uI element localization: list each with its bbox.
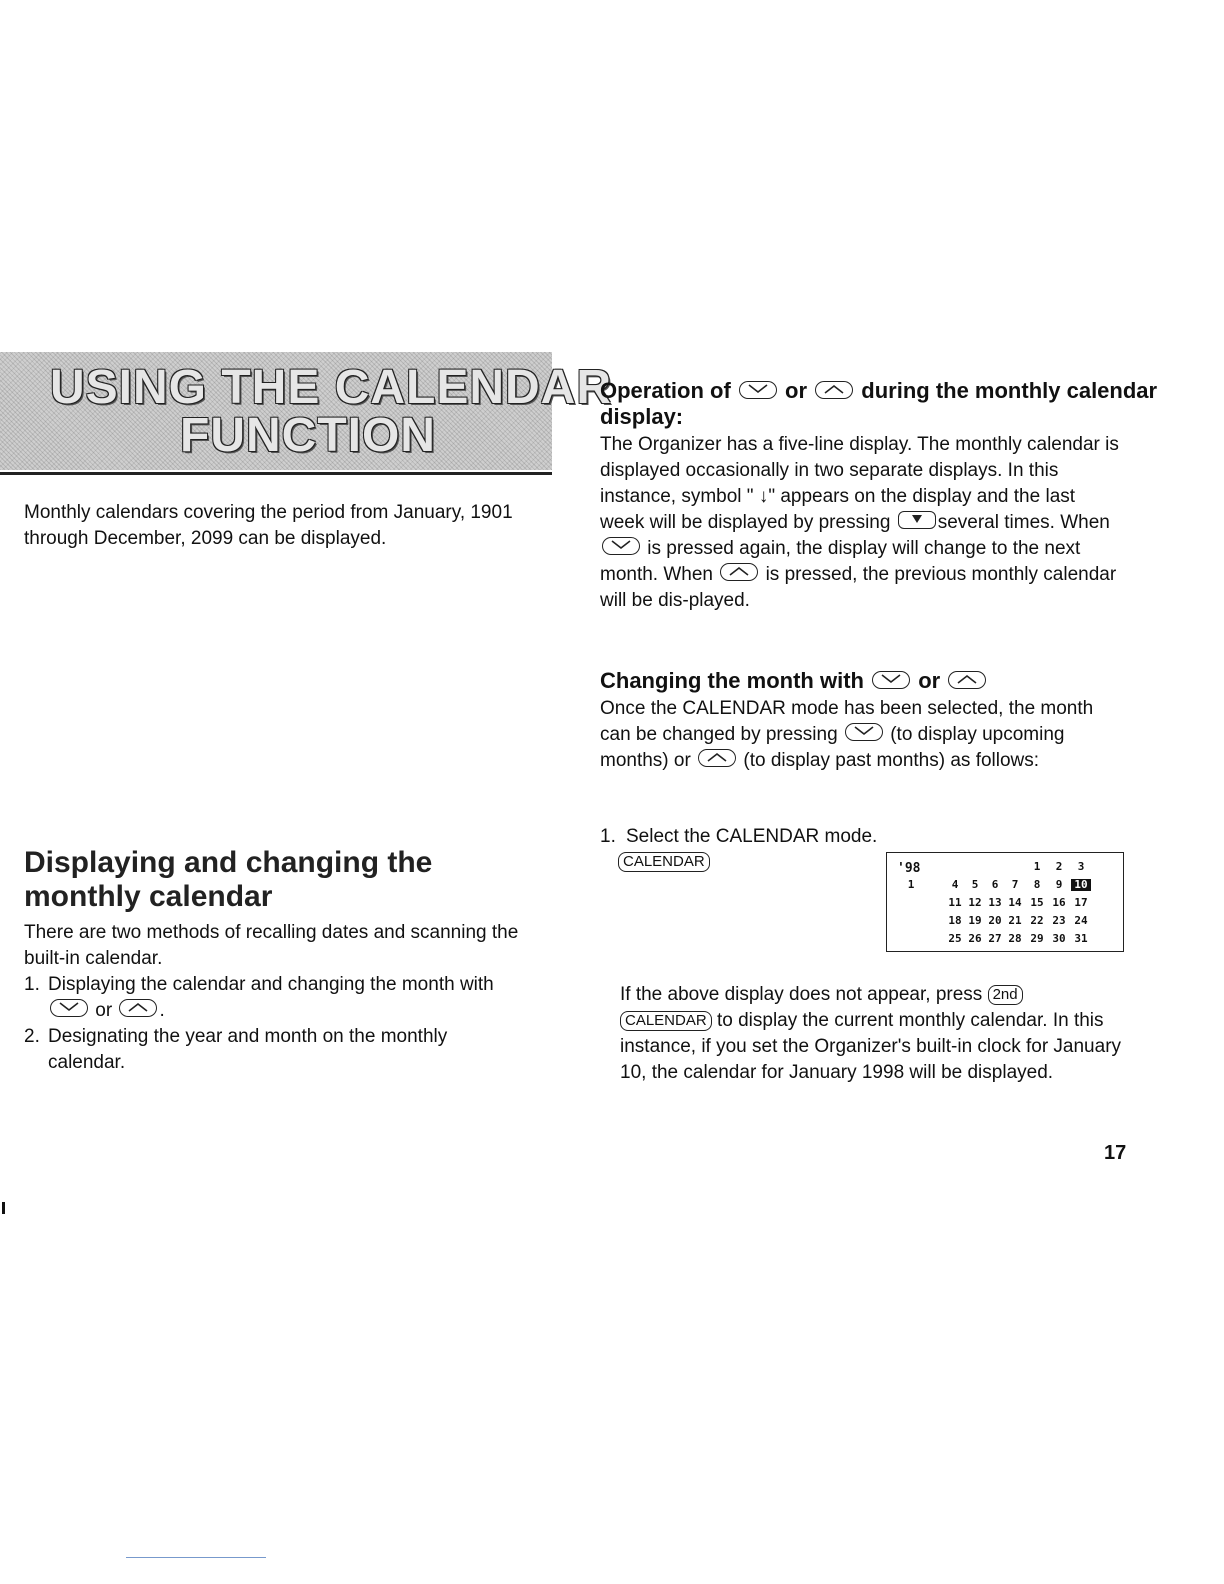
calendar-key: CALENDAR bbox=[618, 852, 710, 872]
calendar-day: 19 bbox=[968, 914, 982, 927]
down-arrow-key-icon bbox=[602, 537, 640, 555]
calendar-day: 24 bbox=[1074, 914, 1088, 927]
calendar-key: CALENDAR bbox=[620, 1011, 712, 1031]
operation-heading bbox=[600, 378, 1160, 430]
calendar-day: 30 bbox=[1052, 932, 1066, 945]
changing-text-3: (to display past months) as follows: bbox=[743, 750, 1040, 771]
changing-heading bbox=[600, 668, 1160, 694]
operation-text-5: is pressed, the previous monthly calendar will be dis-played. bbox=[600, 564, 1117, 611]
section-heading-line2: monthly calendar bbox=[24, 880, 273, 913]
calendar-day: 5 bbox=[971, 878, 979, 891]
note-text-1: If the above display does not appear, press bbox=[620, 984, 983, 1005]
note-text-2: to display the current monthly calendar. In this instance, if you set the Organizer's built-in clock for January 10, the calendar for January 1998 will be displayed. bbox=[620, 1010, 1122, 1083]
down-triangle-key-icon bbox=[898, 511, 936, 529]
changing-text-1: Once the CALENDAR mode has been selected, the month can be changed by pressing bbox=[600, 698, 1094, 745]
changing-paragraph bbox=[600, 696, 1124, 774]
step-1-number: 1. bbox=[600, 826, 616, 847]
calendar-day: 26 bbox=[968, 932, 982, 945]
calendar-day: 12 bbox=[968, 896, 982, 909]
chapter-banner bbox=[0, 352, 613, 470]
calendar-day: 2 bbox=[1055, 860, 1063, 873]
week-marker: 1 bbox=[907, 878, 915, 891]
operation-text-3: several times. When bbox=[937, 512, 1110, 533]
step-1-text: Select the CALENDAR mode. bbox=[626, 826, 878, 847]
chapter-title-line2: FUNCTION bbox=[180, 409, 436, 462]
down-arrow-key-icon bbox=[739, 381, 777, 399]
operation-paragraph bbox=[600, 432, 1120, 614]
calendar-day: 6 bbox=[991, 878, 999, 891]
calendar-day: 18 bbox=[948, 914, 962, 927]
intro-paragraph: Monthly calendars covering the period from January, 1901 through December, 2099 can be displayed. bbox=[24, 502, 513, 549]
calendar-day: 9 bbox=[1055, 878, 1063, 891]
down-arrow-key-icon bbox=[845, 723, 883, 741]
list-item-2-text: Designating the year and month on the monthly calendar. bbox=[48, 1026, 448, 1073]
operation-text-4: is pressed again, the display will change to the next month. When bbox=[600, 538, 1081, 585]
calendar-day: 7 bbox=[1011, 878, 1019, 891]
up-arrow-key-icon bbox=[815, 381, 853, 399]
calendar-day: 22 bbox=[1030, 914, 1044, 927]
section-paragraph: There are two methods of recalling dates and scanning the built-in calendar. bbox=[24, 922, 519, 969]
changing-heading-or: or bbox=[918, 668, 941, 693]
calendar-day: 13 bbox=[988, 896, 1002, 909]
up-arrow-key-icon bbox=[948, 671, 986, 689]
calendar-day: 20 bbox=[988, 914, 1002, 927]
calendar-day: 25 bbox=[948, 932, 962, 945]
calendar-day: 17 bbox=[1074, 896, 1088, 909]
up-arrow-key-icon bbox=[698, 749, 736, 767]
calendar-day: 14 bbox=[1008, 896, 1022, 909]
list-item-1 bbox=[48, 972, 548, 1024]
list-item-1-number: 1. bbox=[24, 974, 40, 995]
calendar-day: 1 bbox=[1033, 860, 1041, 873]
calendar-day: 29 bbox=[1030, 932, 1044, 945]
footer-rule bbox=[126, 1557, 266, 1558]
calendar-day: 8 bbox=[1033, 878, 1041, 891]
calendar-day: 28 bbox=[1008, 932, 1022, 945]
calendar-day: 15 bbox=[1030, 896, 1044, 909]
changing-text-2: (to display upcoming months) or bbox=[600, 724, 1065, 771]
operation-text-2: " appears on the display and the last week will be displayed by pressing bbox=[600, 486, 1076, 533]
list-item-1-text: Displaying the calendar and changing the month with bbox=[48, 974, 494, 995]
section-heading-line1: Displaying and changing the bbox=[24, 846, 433, 879]
second-key: 2nd bbox=[988, 985, 1023, 1005]
calendar-day: 3 bbox=[1077, 860, 1085, 873]
down-arrow-symbol-icon: ↓ bbox=[758, 486, 769, 507]
operation-heading-or: or bbox=[785, 378, 808, 403]
list-item-1-end: . bbox=[159, 1000, 165, 1021]
up-arrow-key-icon bbox=[720, 563, 758, 581]
calendar-day: 27 bbox=[988, 932, 1002, 945]
calendar-key-label bbox=[618, 852, 710, 872]
list-item-1-or: or bbox=[95, 1000, 113, 1021]
operation-text-1: The Organizer has a five-line display. The monthly calendar is displayed occasionally in two separate displays. In this instance, symbol " bbox=[600, 434, 1119, 507]
up-arrow-key-icon bbox=[119, 999, 157, 1017]
note-paragraph bbox=[620, 982, 1124, 1086]
banner-divider bbox=[0, 472, 552, 475]
lcd-year: '98 bbox=[897, 861, 921, 876]
down-arrow-key-icon bbox=[50, 999, 88, 1017]
operation-heading-part2: during the monthly calendar display: bbox=[600, 378, 1158, 429]
calendar-day: 4 bbox=[951, 878, 959, 891]
calendar-day: 11 bbox=[948, 896, 962, 909]
margin-mark bbox=[2, 1202, 5, 1214]
calendar-day-selected: 10 bbox=[1071, 879, 1091, 891]
calendar-day: 16 bbox=[1052, 896, 1066, 909]
list-item-2-number: 2. bbox=[24, 1026, 40, 1047]
calendar-day: 21 bbox=[1008, 914, 1022, 927]
calendar-day: 31 bbox=[1074, 932, 1088, 945]
changing-heading-part1: Changing the month with bbox=[600, 668, 864, 693]
lcd-calendar-display bbox=[886, 852, 1124, 952]
operation-heading-part1: Operation of bbox=[600, 378, 731, 403]
chapter-title-line1: USING THE CALENDAR bbox=[50, 361, 613, 414]
calendar-day: 23 bbox=[1052, 914, 1066, 927]
page-number: 17 bbox=[1104, 1142, 1127, 1164]
down-arrow-key-icon bbox=[872, 671, 910, 689]
